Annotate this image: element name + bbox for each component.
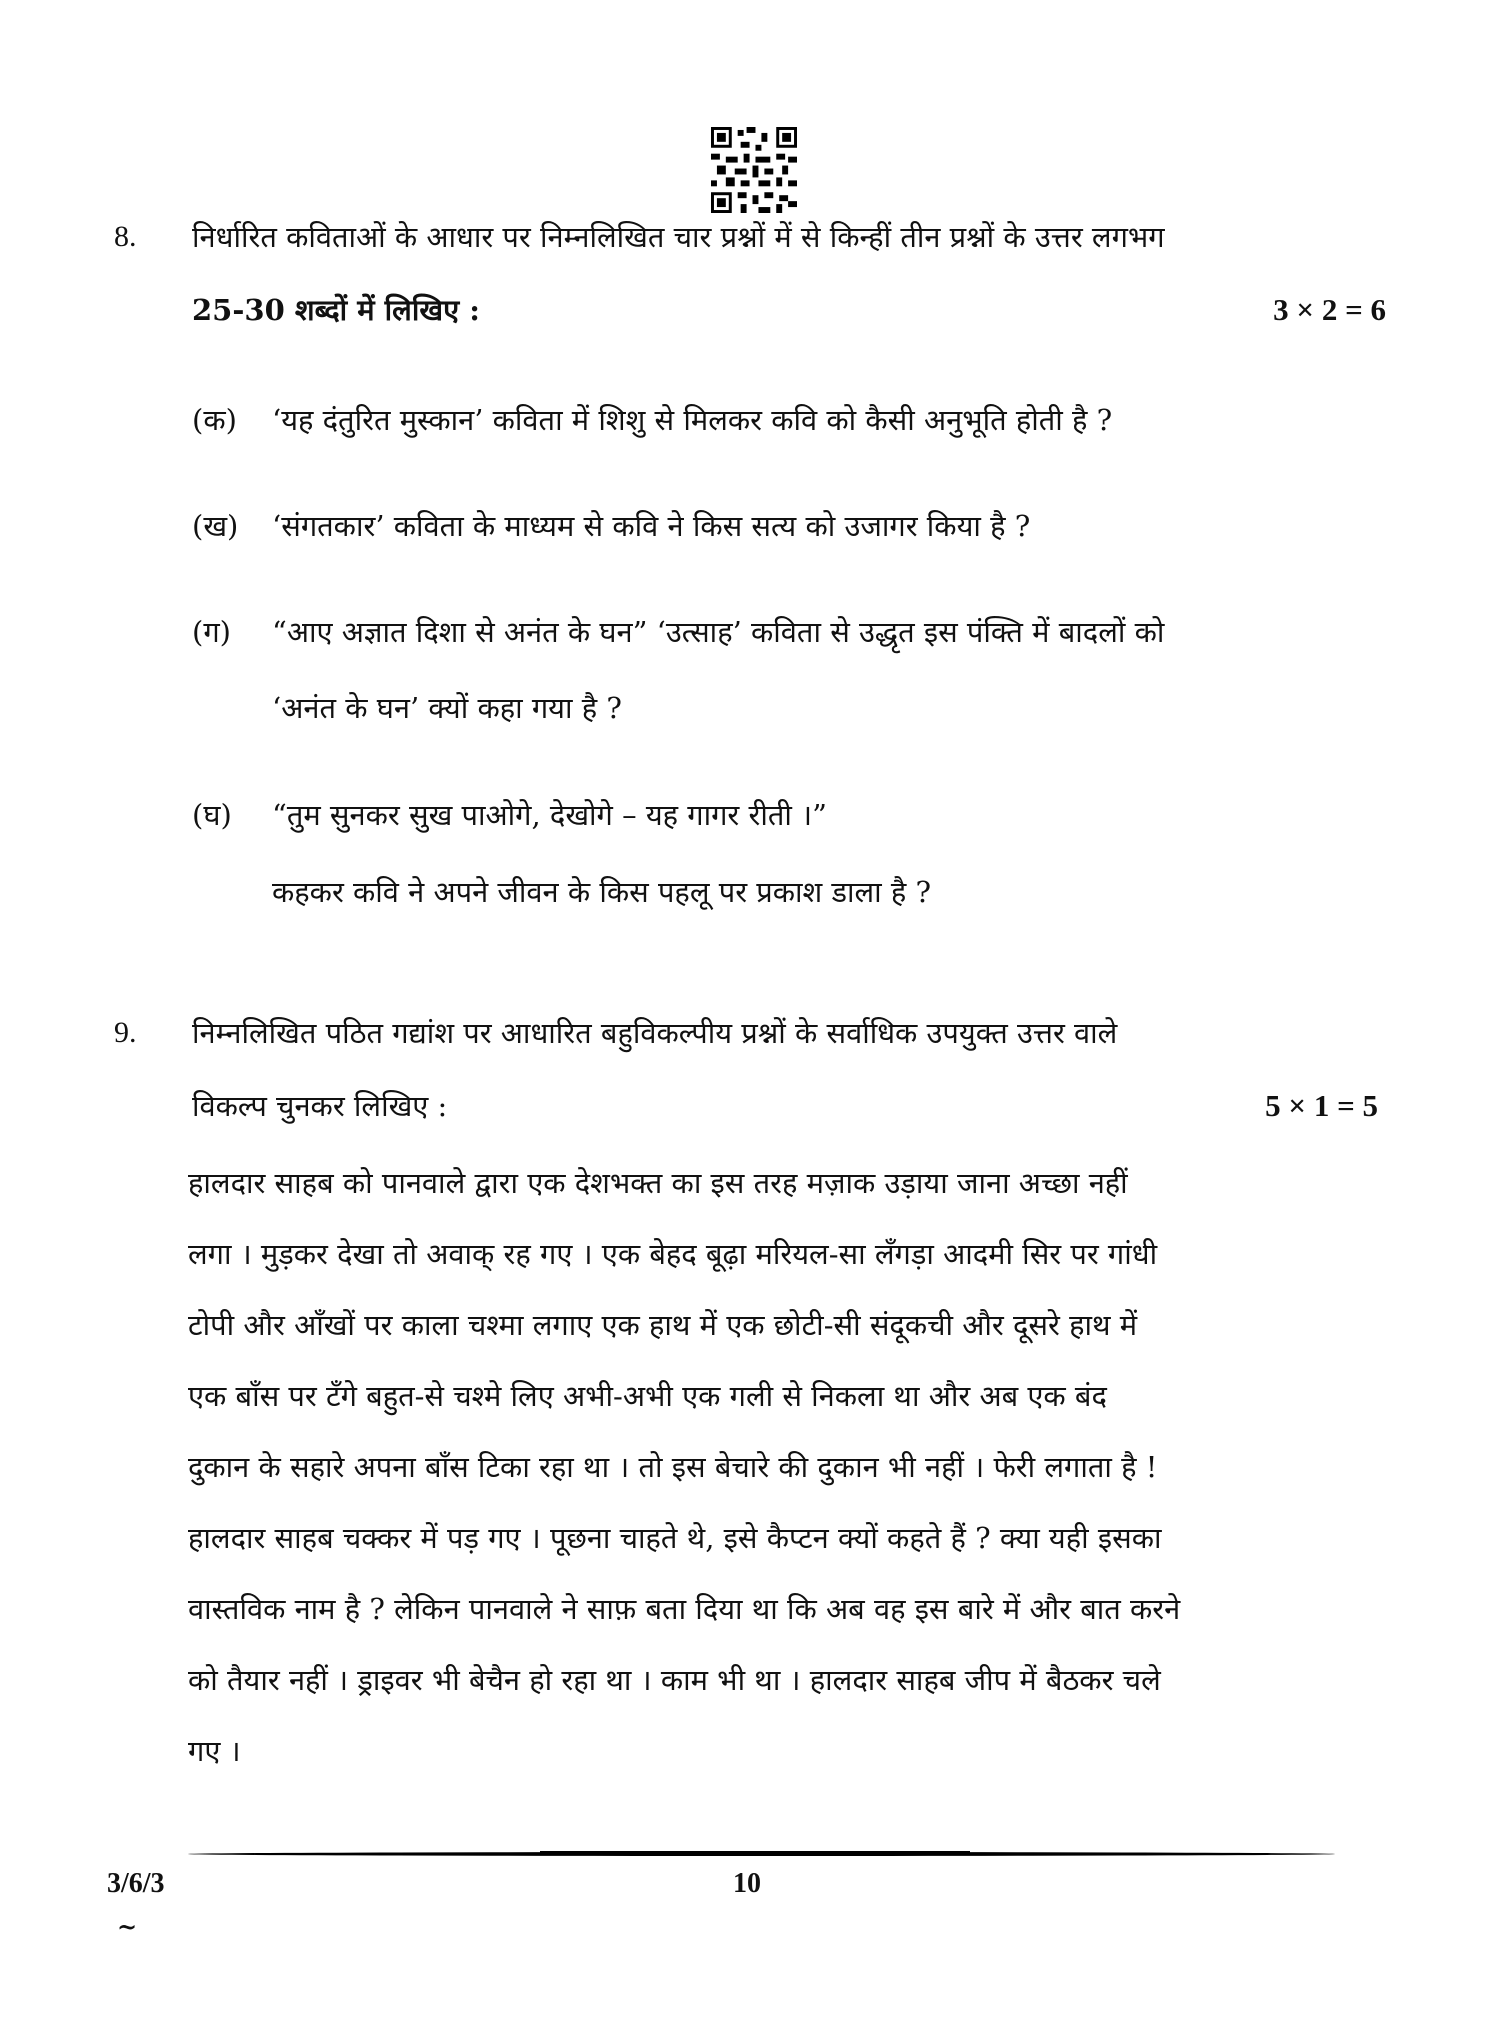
passage-line: टोपी और आँखों पर काला चश्मा लगाए एक हाथ में एक छोटी-सी संदूकची और दूसरे हाथ में [188,1308,1138,1342]
question-instruction-cont: विकल्प चुनकर लिखिए : [192,1089,448,1123]
qr-code-icon [711,127,797,213]
passage-line: वास्तविक नाम है ? लेकिन पानवाले ने साफ़ बता दिया था कि अब वह इस बारे में और बात करने [188,1592,1181,1626]
passage-line: दुकान के सहारे अपना बाँस टिका रहा था । तो इस बेचारे की दुकान भी नहीं । फेरी लगाता है ! [188,1450,1158,1484]
passage-line: एक बाँस पर टँगे बहुत-से चश्मे लिए अभी-अभी एक गली से निकला था और अब एक बंद [188,1379,1107,1413]
paper-code: 3/6/3 [107,1868,165,1899]
part-label: (ख) [192,509,239,543]
question-number: 9. [114,1016,137,1049]
page-number: 10 [733,1868,761,1899]
passage-line: को तैयार नहीं । ड्राइवर भी बेचैन हो रहा था । काम भी था । हालदार साहब जीप में बैठकर चले [188,1663,1161,1697]
question-number: 8. [114,220,137,253]
marks-allocation: 5 × 1 = 5 [1265,1088,1378,1123]
passage-line: लगा । मुड़कर देखा तो अवाक् रह गए । एक बेहद बूढ़ा मरियल-सा लँगड़ा आदमी सिर पर गांधी [188,1237,1158,1271]
passage-line: हालदार साहब को पानवाले द्वारा एक देशभक्त का इस तरह मज़ाक उड़ाया जाना अच्छा नहीं [188,1166,1128,1200]
passage-line: हालदार साहब चक्कर में पड़ गए । पूछना चाहते थे, इसे कैप्टन क्यों कहते हैं ? क्या यही इसका [188,1521,1162,1555]
part-question: ‘संगतकार’ कविता के माध्यम से कवि ने किस सत्य को उजागर किया है ? [272,509,1031,543]
part-question: ‘यह दंतुरित मुस्कान’ कविता में शिशु से मिलकर कवि को कैसी अनुभूति होती है ? [272,403,1113,437]
part-quote: “तुम सुनकर सुख पाओगे, देखोगे – यह गागर रीती ।” [272,798,827,832]
part-label: (घ) [192,798,232,832]
marks-allocation: 3 × 2 = 6 [1273,292,1386,327]
part-label: (ग) [192,615,231,649]
part-question-cont: कहकर कवि ने अपने जीवन के किस पहलू पर प्रकाश डाला है ? [272,875,932,909]
passage-line: गए । [188,1734,241,1768]
question-instruction: निम्नलिखित पठित गद्यांश पर आधारित बहुविकल्पीय प्रश्नों के सर्वाधिक उपयुक्त उत्तर वाले [192,1016,1118,1050]
question-instruction-cont: 25-30 शब्दों में लिखिए : [192,293,480,327]
part-question: “आए अज्ञात दिशा से अनंत के घन” ‘उत्साह’ कविता से उद्धृत इस पंक्ति में बादलों को [272,615,1165,649]
part-label: (क) [192,403,237,437]
footer-tilde: ~ [117,1912,138,1941]
footer-divider-thick [540,1851,970,1854]
part-question-cont: ‘अनंत के घन’ क्यों कहा गया है ? [272,691,622,725]
question-instruction: निर्धारित कविताओं के आधार पर निम्नलिखित चार प्रश्नों में से किन्हीं तीन प्रश्नों के उत्तर लगभग [192,220,1165,254]
